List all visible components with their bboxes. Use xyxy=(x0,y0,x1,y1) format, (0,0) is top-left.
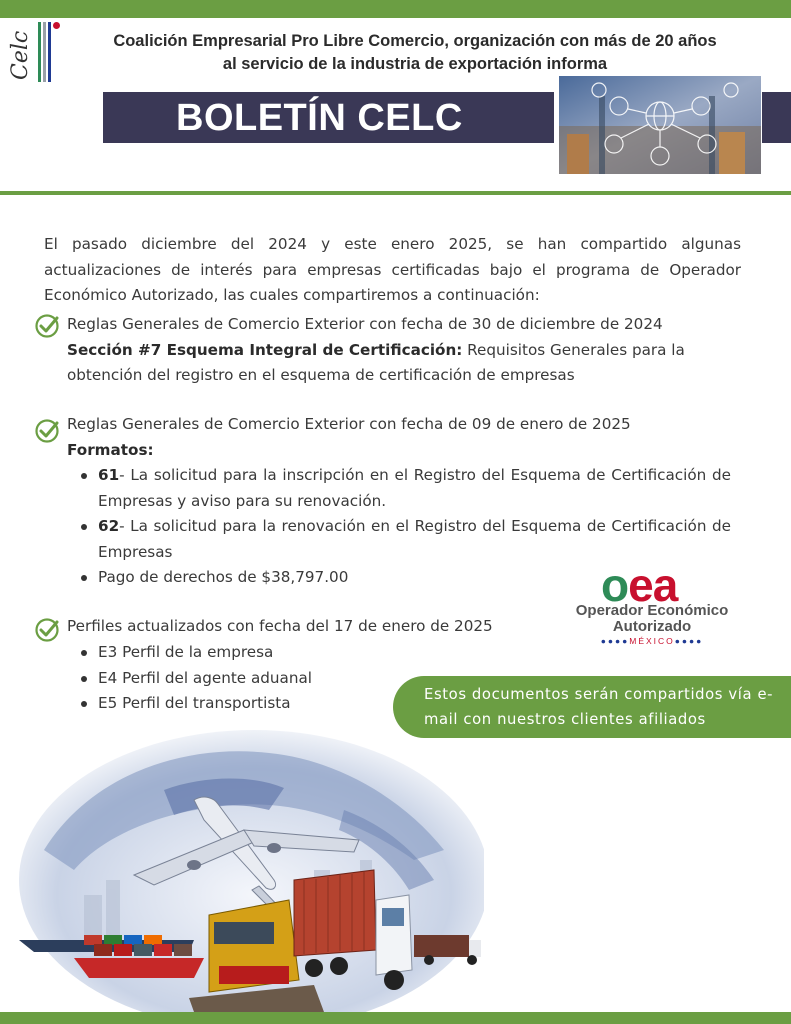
header-text xyxy=(70,30,760,76)
logo-green-line xyxy=(38,22,41,82)
logistics-illustration xyxy=(14,730,484,1012)
item-3-line: Perfiles actualizados con fecha del 17 de enero de 2025 xyxy=(67,617,493,635)
item-1-rest: Requisitos Generales para la obtención del registro en el esquema de certificación de empresas xyxy=(67,340,685,384)
item-1-bold: Sección #7 Esquema Integral de Certificación: xyxy=(67,340,463,359)
format-number: 62 xyxy=(98,517,120,535)
oea-country: ●●●●MÉXICO●●●● xyxy=(600,636,704,646)
logo-blue-line xyxy=(48,22,51,82)
list-item: E4 Perfil del agente aduanal xyxy=(80,666,380,692)
note-text: Estos documentos serán compartidos vía e-mail con nuestros clientes afiliados xyxy=(424,686,774,728)
logo-red-dot xyxy=(53,22,60,29)
oea-letter-a: a xyxy=(652,559,678,611)
header-divider xyxy=(0,191,791,195)
check-circle-icon xyxy=(34,617,60,643)
celc-logo xyxy=(6,22,62,84)
header-line-1: Coalición Empresarial Pro Libre Comercio, organización con más de 20 años xyxy=(113,32,717,50)
logo-gray-line xyxy=(43,22,46,82)
oea-line-2: Autorizado xyxy=(612,618,692,635)
oea-logo xyxy=(568,559,736,648)
item-2-bold: Formatos: xyxy=(67,440,154,459)
item-1 xyxy=(67,312,741,389)
bottom-green-bar xyxy=(0,1012,791,1024)
oea-letter-o: o xyxy=(601,559,629,611)
list-item: E3 Perfil de la empresa xyxy=(80,640,380,666)
fee-text: Pago de derechos de $38,797.00 xyxy=(98,568,349,586)
format-text: - La solicitud para la renovación en el Registro del Esquema de Certificación de Empresas xyxy=(98,517,731,561)
item-3 xyxy=(67,614,547,640)
intro-paragraph: El pasado diciembre del 2024 y este enero 2025, se han compartido algunas actualizaciones de interés para empresas certificadas bajo el programa de Operador Económico Autorizado, las cuales compartiremos a continuación: xyxy=(44,235,741,305)
oea-country-text: MÉXICO xyxy=(629,636,675,646)
item-2 xyxy=(67,412,741,463)
item-1-line: Reglas Generales de Comercio Exterior con fecha de 30 de diciembre de 2024 xyxy=(67,315,663,333)
header-line-2: al servicio de la industria de exportación informa xyxy=(222,55,608,73)
logo-text: Celc xyxy=(8,30,33,80)
note-banner xyxy=(393,676,791,738)
check-circle-icon xyxy=(34,418,60,444)
item-2-line: Reglas Generales de Comercio Exterior con fecha de 09 de enero de 2025 xyxy=(67,415,631,433)
title-band-extension xyxy=(762,92,791,143)
list-item: E5 Perfil del transportista xyxy=(80,691,380,717)
oea-line-1: Operador Económico xyxy=(575,602,729,619)
format-number: 61 xyxy=(98,466,120,484)
list-item xyxy=(80,463,731,514)
item-1-detail xyxy=(67,338,741,389)
check-circle-icon xyxy=(34,313,60,339)
warehouse-photo xyxy=(559,76,761,174)
oea-letter-e: e xyxy=(628,559,653,611)
profiles-list xyxy=(80,640,380,717)
page-title: BOLETÍN CELC xyxy=(176,97,463,139)
top-green-bar xyxy=(0,0,791,18)
format-text: - La solicitud para la inscripción en el Registro del Esquema de Certificación de Empresas y aviso para su renovación. xyxy=(98,466,731,510)
list-item xyxy=(80,514,731,565)
